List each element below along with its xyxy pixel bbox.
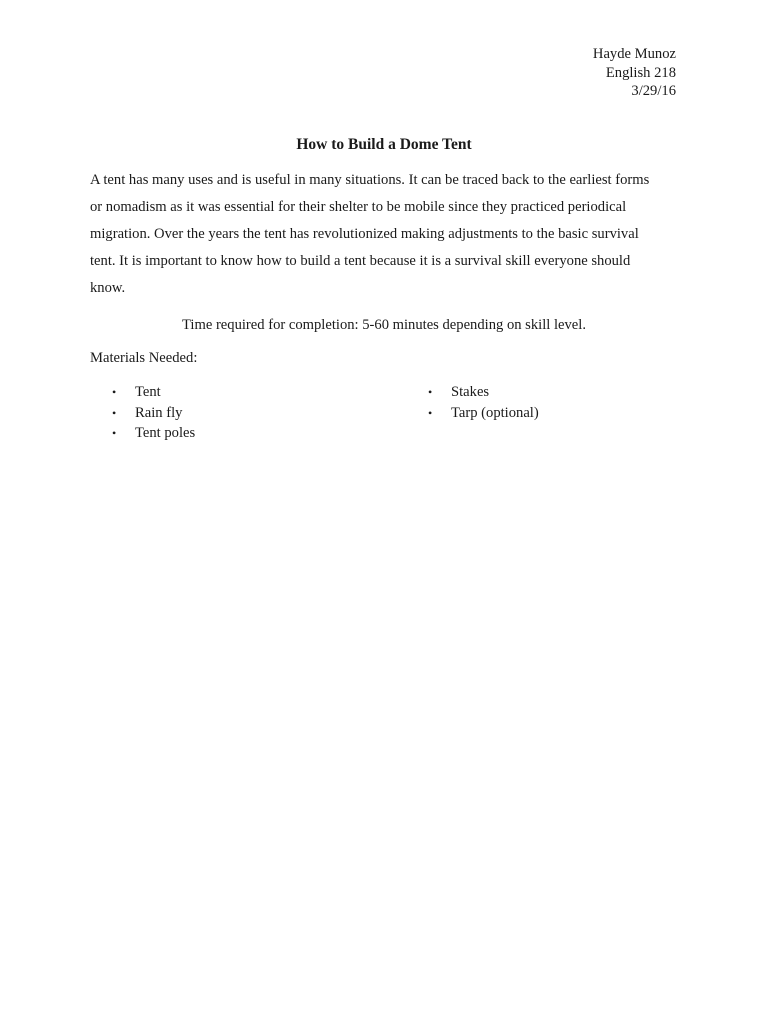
intro-line: tent. It is important to know how to build a tent because it is a survival skill everyone should	[90, 253, 631, 269]
author-name: Hayde Munoz	[592, 46, 676, 62]
materials-heading: Materials Needed:	[90, 350, 198, 366]
list-item	[112, 423, 195, 444]
bullet-icon: •	[112, 405, 117, 420]
bullet-icon: •	[428, 385, 433, 399]
list-item-label: Stakes	[451, 384, 490, 400]
header-block	[593, 45, 676, 101]
document-title: How to Build a Dome Tent	[296, 136, 472, 153]
materials-list-right	[428, 382, 539, 423]
date: 3/29/16	[631, 83, 676, 99]
intro-line: A tent has many uses and is useful in many situations. It can be traced back to the earliest forms	[90, 172, 650, 188]
bullet-icon: •	[428, 405, 433, 420]
intro-line: migration. Over the years the tent has revolutionized making adjustments to the basic survival	[90, 226, 639, 242]
list-item-label: Tent poles	[135, 425, 196, 441]
materials-list-left	[112, 382, 195, 444]
bullet-icon: •	[112, 385, 117, 399]
list-item	[112, 382, 195, 403]
bullet-icon: •	[112, 426, 117, 440]
list-item	[428, 403, 539, 424]
list-item-label: Rain fly	[135, 404, 183, 421]
intro-line: know.	[90, 280, 126, 296]
intro-paragraph	[90, 167, 680, 302]
list-item-label: Tent	[135, 384, 161, 400]
list-item-label: Tarp (optional)	[451, 404, 539, 421]
course-name: English 218	[605, 64, 676, 81]
list-item	[428, 382, 539, 403]
list-item	[112, 403, 195, 424]
time-required: Time required for completion: 5-60 minutes depending on skill level.	[182, 317, 586, 333]
intro-line: or nomadism as it was essential for their shelter to be mobile since they practiced periodical	[90, 199, 627, 215]
